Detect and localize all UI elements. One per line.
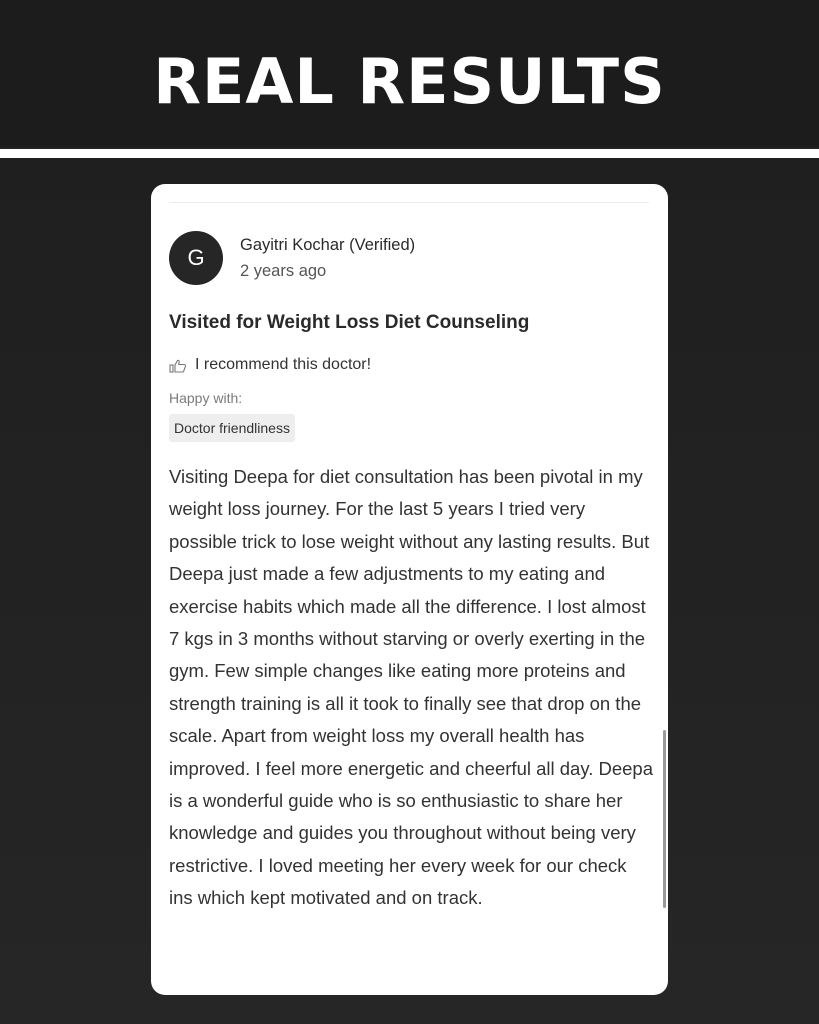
thumbs-up-icon (169, 358, 187, 372)
recommendation-row (169, 354, 371, 376)
card-top-divider (169, 202, 649, 203)
recommendation-text: I recommend this doctor! (195, 356, 372, 373)
review-title: Visited for Weight Loss Diet Counseling (169, 312, 530, 333)
happy-with-label: Happy with: (169, 390, 243, 406)
header-divider (0, 149, 819, 158)
reviewer-name: Gayitri Kochar (Verified) (240, 236, 416, 254)
review-card (151, 184, 668, 995)
review-timestamp: 2 years ago (240, 262, 327, 280)
scrollbar[interactable] (663, 730, 666, 908)
page-title: REAL RESULTS (153, 45, 666, 118)
review-body: Visiting Deepa for diet consultation has been pivotal in my weight loss journey. For the last 5 years I tried very possible trick to lose weight without any lasting results. But Deepa just made a few adjustments to my eating and exercise habits which made all the difference. I lost almost 7 kgs in 3 months without starving or overly exerting in the gym. Few simple changes like eating more proteins and strength training is all it took to finally see that drop on the scale. Apart from weight loss my overall health has improved. I feel more energetic and cheerful all day. Deepa is a wonderful guide who is so enthusiastic to share her knowledge and guides you throughout without being very restrictive. I loved meeting her every week for our check ins which kept motivated and on track. (169, 466, 654, 909)
avatar: G (169, 231, 223, 285)
happy-with-tag: Doctor friendliness (169, 414, 295, 442)
